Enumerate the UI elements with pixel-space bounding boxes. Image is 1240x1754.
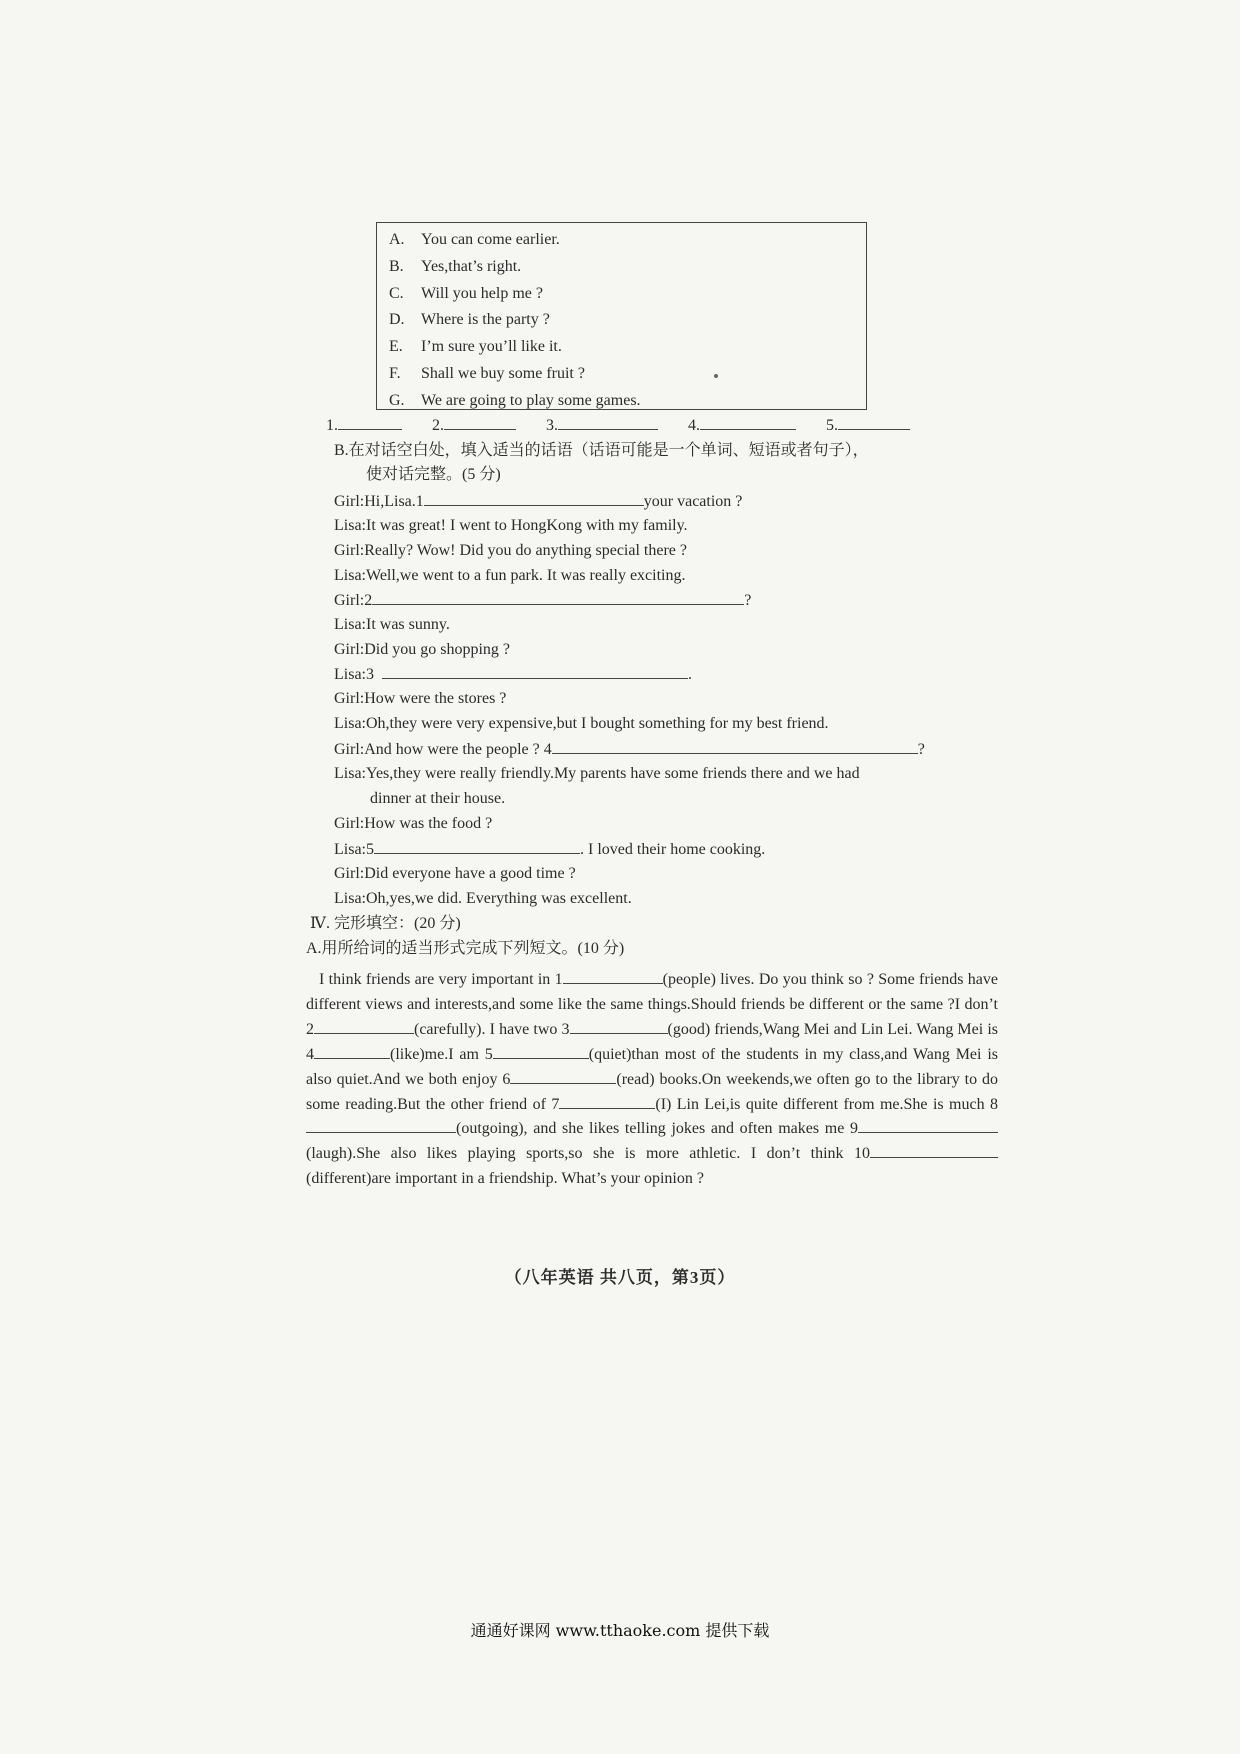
option-b: B. Yes,that’s right. xyxy=(389,257,522,275)
answer-blank[interactable] xyxy=(493,1044,589,1059)
answer-blank[interactable] xyxy=(870,1143,998,1158)
dialogue-line: Girl:How was the food ? xyxy=(334,815,493,832)
option-c: C. Will you help me ? xyxy=(389,284,543,302)
answer-blanks-row xyxy=(326,415,946,435)
option-d: D. Where is the party ? xyxy=(389,311,550,329)
answer-blank[interactable]: 3. xyxy=(546,415,658,435)
dialogue-line: Girl:Did you go shopping ? xyxy=(334,641,510,658)
dialogue-line: Girl:Did everyone have a good time ? xyxy=(334,865,576,882)
answer-blank[interactable] xyxy=(372,590,744,605)
answer-blank[interactable]: 4. xyxy=(688,415,796,435)
page-footer: （八年英语 共八页，第3页） xyxy=(504,1268,736,1287)
option-f: F. Shall we buy some fruit ? xyxy=(389,364,585,382)
answer-blank[interactable] xyxy=(314,1044,390,1059)
dialogue-line: Girl:Really? Wow! Did you do anything special there ? xyxy=(334,542,687,559)
section-b-instruction: B.在对话空白处，填入适当的话语（话语可能是一个单词、短语或者句子）， xyxy=(334,442,869,459)
answer-blank[interactable]: 1. xyxy=(326,415,402,435)
cloze-passage: I think friends are very important in 1 (people) lives. Do you think so ? Some friends have different views and interests,and some like the same things.Should friends be different or the same ?I don’t 2 (carefully). I have two 3 (good) friends,Wang Mei and Lin Lei. Wang Mei is 4 (like)me.I am 5 (quiet)than most of the students in my class,and Wang Mei is also quiet.And we both enjoy 6 (read) books.On weekends,we often go to the library to do some reading.But the other friend of 7 (I) Lin Lei,is quite different from me.She is much 8(outgoing), and she likes telling jokes and often makes me 9(laugh).She also likes playing sports,so she is more athletic. I don’t think 10(different)are important in a friendship. What’s your opinion ? xyxy=(306,971,999,1188)
dialogue-line: Girl:Hi,Lisa.1 your vacation ? xyxy=(334,493,743,510)
answer-blank[interactable] xyxy=(510,1069,616,1084)
answer-blank[interactable]: 5. xyxy=(826,415,910,435)
option-a: A. You can come earlier. xyxy=(389,231,560,248)
answer-blank[interactable] xyxy=(570,1019,668,1034)
section-iv-heading: Ⅳ. 完形填空：(20 分) xyxy=(310,915,461,932)
dialogue-line: Lisa:Well,we went to a fun park. It was really exciting. xyxy=(334,567,686,584)
option-g: G. We are going to play some games. xyxy=(389,391,641,409)
answer-blank[interactable] xyxy=(858,1118,998,1133)
options-box xyxy=(376,222,867,410)
answer-blank[interactable]: 2. xyxy=(432,415,516,435)
answer-blank[interactable] xyxy=(563,969,663,984)
option-e: E. I’m sure you’ll like it. xyxy=(389,338,562,356)
answer-blank[interactable] xyxy=(552,739,918,754)
dialogue-line: dinner at their house. xyxy=(370,790,506,807)
answer-blank[interactable] xyxy=(559,1094,655,1109)
dialogue-line: Lisa:5 . I loved their home cooking. xyxy=(334,841,766,858)
answer-blank[interactable] xyxy=(424,491,644,506)
speck-mark xyxy=(714,374,718,378)
site-footer: 通通好课网 www.tthaoke.com 提供下载 xyxy=(470,1621,770,1640)
dialogue-line: Lisa:Yes,they were really friendly.My parents have some friends there and we had xyxy=(334,765,860,782)
dialogue-line: Girl:2 ? xyxy=(334,592,752,609)
dialogue-line: Lisa:It was great! I went to HongKong with my family. xyxy=(334,517,688,534)
section-a-instruction: A.用所给词的适当形式完成下列短文。(10 分) xyxy=(306,940,625,957)
answer-blank[interactable] xyxy=(374,839,580,854)
dialogue-line: Girl:How were the stores ? xyxy=(334,690,507,707)
section-b-instruction-cont: 使对话完整。(5 分) xyxy=(366,466,501,483)
dialogue-line: Lisa:Oh,yes,we did. Everything was excellent. xyxy=(334,890,632,907)
answer-blank[interactable] xyxy=(382,664,688,679)
dialogue-line: Lisa:Oh,they were very expensive,but I bought something for my best friend. xyxy=(334,715,829,732)
answer-blank[interactable] xyxy=(306,1118,456,1133)
dialogue-line: Girl:And how were the people ? 4 ? xyxy=(334,741,925,758)
answer-blank[interactable] xyxy=(314,1019,414,1034)
dialogue-line: Lisa:3 . xyxy=(334,666,692,683)
dialogue-line: Lisa:It was sunny. xyxy=(334,616,450,633)
